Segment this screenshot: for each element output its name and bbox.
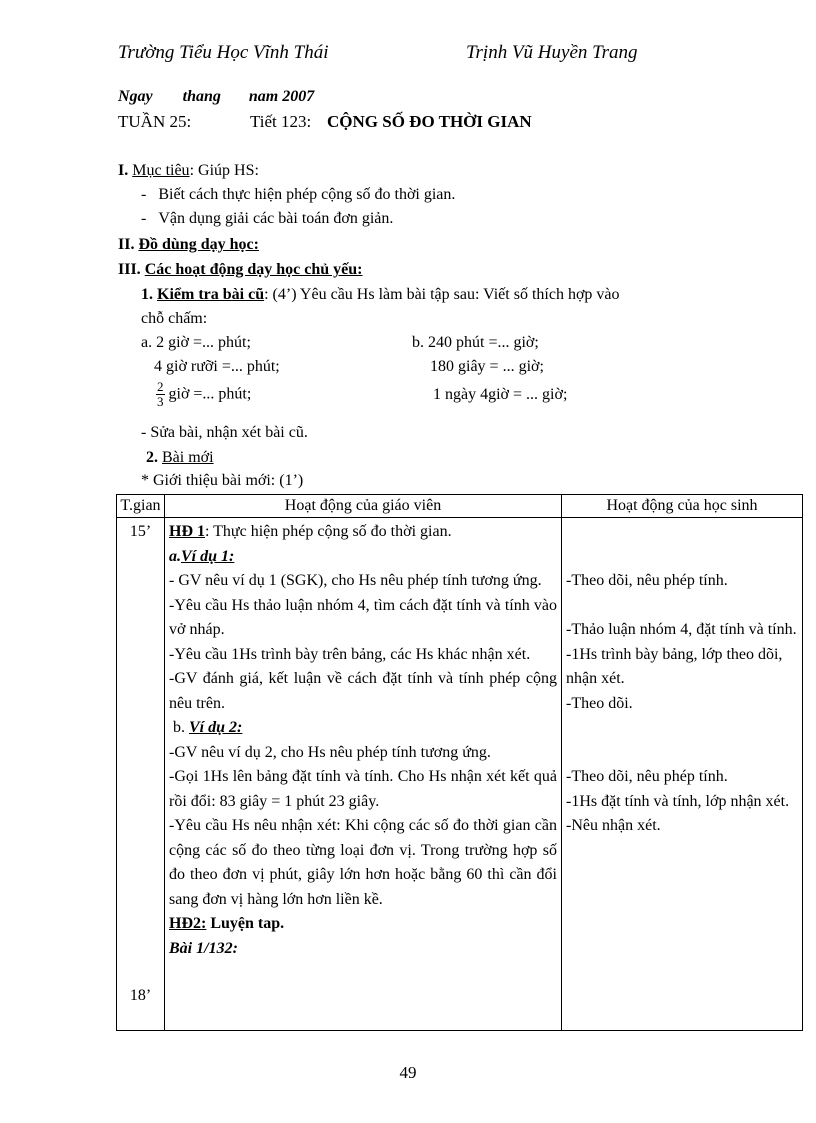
review-number: 1. <box>141 286 153 303</box>
exercise-a-2: 4 giờ rưỡi =... phút; <box>154 358 280 375</box>
section-3-number: III. <box>118 261 141 278</box>
hs-item: -Nêu nhận xét. <box>566 817 661 834</box>
section-1-title: Mục tiêu <box>132 162 190 179</box>
header-teacher: Hoạt động của giáo viên <box>165 495 562 518</box>
lesson-plan-table <box>116 494 803 1031</box>
section-1-rest: : Giúp HS: <box>189 162 259 179</box>
exercise-1-label: Bài 1/132: <box>169 939 238 957</box>
date-day: Ngay <box>118 88 153 105</box>
exercise-a-3: $\frac{2}{3}$ giờ =... phút; <box>157 379 252 409</box>
time-hd2: 18’ <box>129 987 152 1004</box>
new-lesson-intro: * Giới thiệu bài mới: (1’) <box>141 472 304 489</box>
exercise-b-1: b. 240 phút =... giờ; <box>412 334 539 351</box>
review-line-2: chỗ chấm: <box>141 310 208 327</box>
hd1-line: HĐ 1: Thực hiện phép cộng số đo thời gian. <box>169 523 452 540</box>
gv-item: -Yêu cầu Hs thảo luận nhóm 4, tìm cách đặt tính và tính vào vở nháp. <box>169 596 557 638</box>
school-name: Trường Tiểu Học Vĩnh Thái <box>118 42 329 63</box>
teacher-name: Trịnh Vũ Huyền Trang <box>466 42 638 63</box>
new-lesson-title: Bài mới <box>162 449 214 466</box>
gv-item: -GV nêu ví dụ 2, cho Hs nêu phép tính tương ứng. <box>169 743 491 761</box>
student-activities <box>562 518 803 1031</box>
section-objectives <box>118 162 259 180</box>
section-3-title: Các hoạt động dạy học chủ yếu: <box>144 261 363 278</box>
hs-item: -1Hs đặt tính và tính, lớp nhận xét. <box>566 792 790 810</box>
section-1-number: I. <box>118 162 129 179</box>
lesson-title: CỘNG SỐ ĐO THỜI GIAN <box>327 112 532 131</box>
date-line <box>118 88 314 106</box>
table-header-row <box>117 495 803 518</box>
gv-item: - GV nêu ví dụ 1 (SGK), cho Hs nêu phép tính tương ứng. <box>169 572 542 589</box>
review-title: Kiểm tra bài cũ <box>157 286 265 303</box>
new-lesson-heading: 2. Bài mới <box>146 449 214 466</box>
exercise-b-2: 180 giây = ... giờ; <box>430 358 544 375</box>
header-time: T.gian <box>117 495 165 518</box>
hs-item: -Theo dõi, nêu phép tính. <box>566 768 728 785</box>
gv-item: -Gọi 1Hs lên bảng đặt tính và tính. Cho Hs nhận xét kết quả rồi đổi: 83 giây = 1 phút 23 giây. <box>169 768 557 810</box>
review-line-1: 1. Kiểm tra bài cũ: (4’) Yêu cầu Hs làm bài tập sau: Viết số thích hợp vào <box>141 286 620 303</box>
hs-item: -Theo dõi, nêu phép tính. <box>566 572 728 589</box>
objective-item: - Vận dụng giải các bài toán đơn giản. <box>141 210 394 227</box>
objective-item: - Biết cách thực hiện phép cộng số đo thời gian. <box>141 186 456 203</box>
gv-item: -GV đánh giá, kết luận về cách đặt tính và tính phép cộng nêu trên. <box>169 670 557 712</box>
hs-item: -Thảo luận nhóm 4, đặt tính và tính. <box>566 621 797 638</box>
section-materials <box>118 236 259 254</box>
section-activities <box>118 261 363 279</box>
hd2-line: HĐ2: Luyện tap. <box>169 915 285 932</box>
week-label: TUẦN 25: <box>118 112 192 131</box>
header-student: Hoạt động của học sinh <box>562 495 803 518</box>
fraction-two-thirds: $\frac{2}{3}$ <box>157 379 164 409</box>
page-number: 49 <box>399 1063 417 1082</box>
example-2-label: b. Ví dụ 2: <box>173 719 243 736</box>
hs-item: -1Hs trình bày bảng, lớp theo dõi, nhận xét. <box>566 645 783 687</box>
table-row <box>117 518 803 1031</box>
exercise-a-1: a. 2 giờ =... phút; <box>141 334 251 351</box>
date-month: thang <box>182 88 221 105</box>
example-1-label: a.Ví dụ 1: <box>169 547 235 565</box>
gv-item: -Yêu cầu 1Hs trình bày trên bảng, các Hs khác nhận xét. <box>169 645 531 663</box>
time-cell <box>117 518 165 1031</box>
exercise-b-3: 1 ngày 4giờ = ... giờ; <box>433 386 568 403</box>
hs-item: -Theo dõi. <box>566 694 633 712</box>
gv-item: -Yêu cầu Hs nêu nhận xét: Khi cộng các số đo thời gian cần cộng các số đo theo từng loại đơn vị. Trong trường hợp số đo theo đơn vị phút, giây lớn hơn hoặc bằng 60 thì cần đổi sang đơn vị hàng lớn hơn liền kề. <box>169 817 557 908</box>
teacher-activities <box>165 518 562 1031</box>
section-2-number: II. <box>118 236 135 253</box>
section-2-title: Đồ dùng dạy học: <box>138 236 259 253</box>
date-year: nam 2007 <box>248 88 315 105</box>
review-fix: - Sửa bài, nhận xét bài cũ. <box>141 424 308 441</box>
lesson-number: Tiết 123: <box>250 112 312 131</box>
time-hd1: 15’ <box>129 523 152 540</box>
